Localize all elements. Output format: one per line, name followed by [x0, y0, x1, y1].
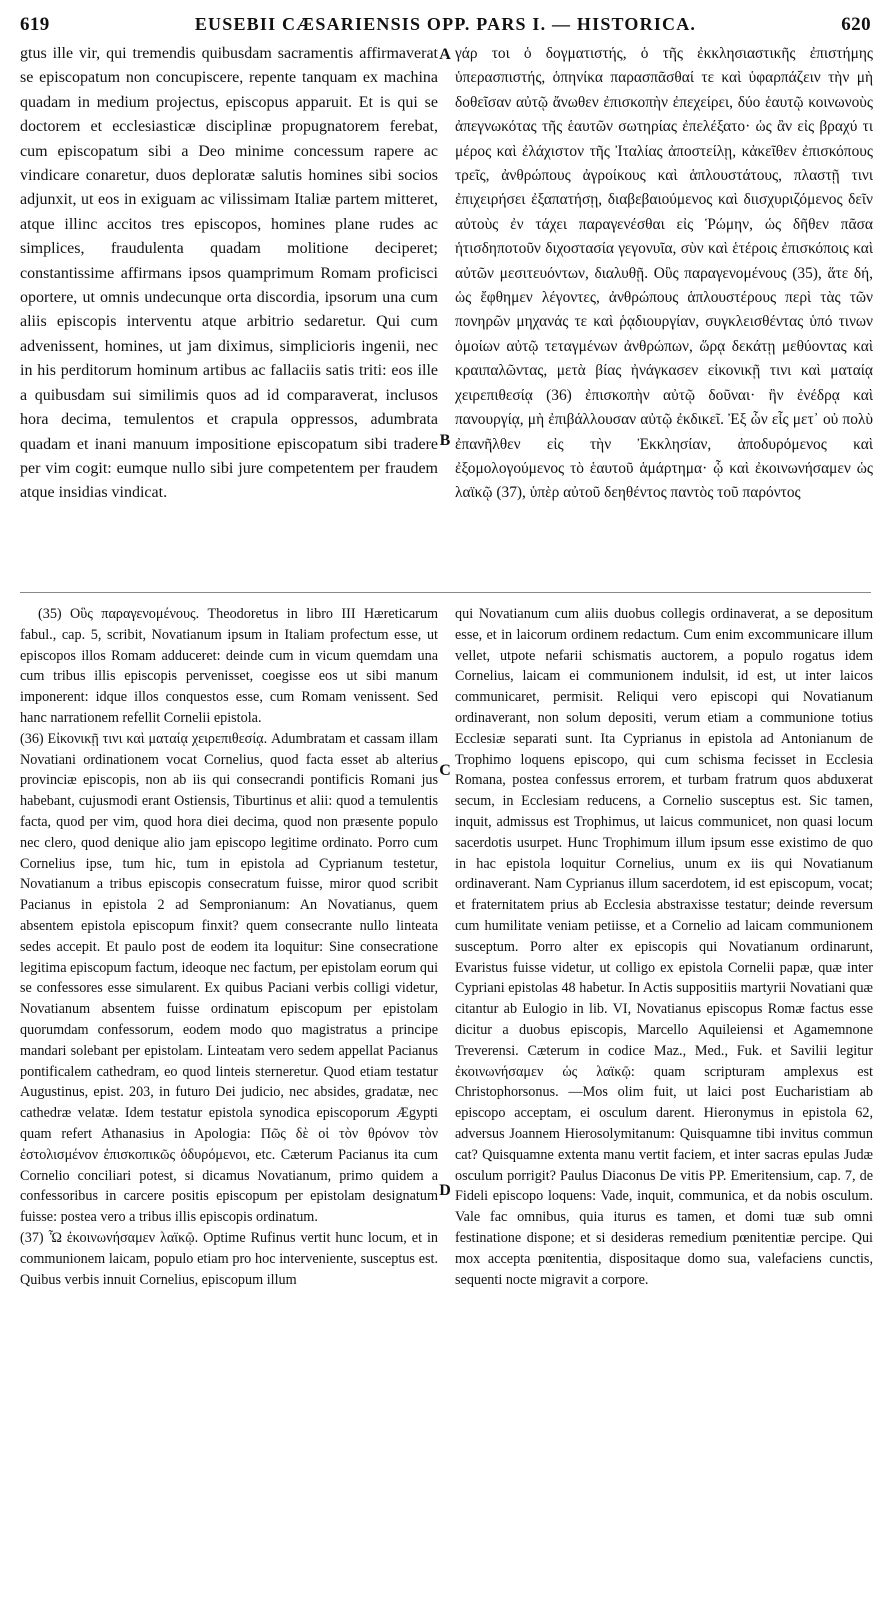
- notes-left-column: [20, 604, 438, 1589]
- note-37-continued: qui Novatianum cum aliis duobus collegis ordinaverat, a se depositum esse, et in laicorum ordinem redactum. Cum enim excommunicare illum vellet, utpote nefarii schismatis auctorem, a populo rogatus idem Cornelius, laicam ei communionem indulsit, id est, ut inter laicos communicaret, permisit. Reliqui vero episcopi qui Novatianum ordinaverant, non solum depositi, verum etiam a communione totius Ecclesiæ separati sunt. Ita Cyprianus in epistola ad Antonianum de Trophimo loquens episcopo, qui cum schisma fecisset in Ecclesia Romana, postea confessus errorem, et turbam fratrum quos abduxerat secum, in Ecclesiam reducens, a Cornelio susceptus est. Sic tamen, inquit, admissus est Trophimus, ut laicus communicet, non quasi locum sacerdotis usurpet. Hunc Trophimum illum ipsum esse existimo de quo in hac epistola loquitur Cornelius, unum ex iis qui Novatianum ordinaverant. Nam Cyprianus illum sacerdotem, id est episcopum, vocat; et fraternitatem prius ab Ecclesia abstraxisse testatur; deinde reversum cum humilitate veniam petiisse, et a Cornelio ad laicam communionem susceptum. Porro alter ex episcopis qui Novatianum ordinarunt, Evaristus fuisse videtur, ut colligo ex epistola Cornelii papæ, quæ inter Cypriani epistolas 48 habetur. In Actis suppositiis martyrii Novatiani quæ citantur ab Eulogio in lib. VI, Novatianus episcopus Romæ factus esse dicitur a duobus episcopis, Marcello Aquileiensi et Agamemnone Treverensi. Cæterum in codice Maz., Med., Fuk. et Savilii legitur ἐκοινωνήσαμεν ὡς λαϊκῷ: quam scripturam amplexus est Christophorsonus. —Mos olim fuit, ut laici post Eucharistiam ab episcopo acceptam, ei osculum darent. Hieronymus in epistola 62, adversus Joannem Hierosolymitanum: Quisquamne tibi invitus commun cat? Quisquamne extenta manu vertit faciem, et inter sacras epulas Judæ osculum porrigit? Paulus Diaconus De vitis PP. Emeritensium, cap. 7, de Fideli episcopo loquens: Vade, inquit, communica, et da nobis osculum. Vale fac omnibus, quia iturus es tamen, et domi tuæ sub omni festinatione dispone; et si desideras remedium pœnitentiæ percipe. Qui mox accepta pœnitentia, dispositaque domo sua, valefaciens cunctis, sequenti nocte migravit a corpore.: [455, 606, 873, 1288]
- latin-text: gtus ille vir, qui tremendis quibusdam sacramentis affirmaverat se episcopatum non concupiscere, repente tanquam ex machina quadam in medium projectus, episcopus apparuit. Et is qui se doctorem et ecclesiasticæ disciplinæ propugnatorem ferebat, cum episcopatum sibi a Deo minime concessum rapere ac vindicare conaretur, duos deploratæ salutis homines sibi socios adjunxit, ut eos in exiguam ac vilissimam Italiæ partem mitteret, atque illinc accitos tres episcopos, homines plane rudes ac simplices, fraudulenta quadam molitione deciperet; constantissime affirmans ipsos quamprimum Romam proficisci oportere, ut omnis undecunque orta discordia, ipsorum una cum aliis episcopis interventu atque arbitrio sedaretur. Qui cum advenissent, homines, ut jam diximus, simplicioris ingenii, nec in his perditorum hominum artibus ac fallaciis satis triti: eos ille a quibusdam sui similimis quos ad id comparaverat, inclusos hora decima, temulentos et crapula oppressos, adumbrata quadam et inani manuum impositione episcopatum sibi tradere per vim cogit: eumque nullo sibi jure competentem per fraudem atque insidias vindicat.: [20, 45, 438, 502]
- running-header: [20, 14, 871, 38]
- note-36: (36) Εἰκονικῇ τινι καὶ ματαίᾳ χειρεπιθεσίᾳ. Adumbratam et cassam illam Novatiani ordinationem vocat Cornelius, quod facta esset ab alterius provinciæ episcopis, non ab iis qui consecrandi pontificis Romani jus habebant, cujusmodi erant Ostiensis, Tiburtinus et alii: quod a temulentis facta, quod per vim, quod hora diei decima, quod non præsente populo nec clero, quod denique alio jam episcopo legitime ordinato. Porro cum Cornelius ipse, tum hic, tum in epistola ad Cyprianum testetur, Novatianum a tribus episcopis consecratum fuisse, miror quod scribit Pacianus in epistola 2 ad Sempronianum: An Novatianus, quem absentem epistola episcopum finxit? quem consecrante nullo linteata sedes accepit. Et paulo post de eodem ita loquitur: Sine consecratione legitima episcopum factum, ideoque nec factum, per epistolam eorum qui se confessores esse simularent. Ex quibus Paciani verbis colligi videtur, Novatianum absentem fuisse ordinatum episcopum per epistolam quorumdam confessorum, eodem modo quo magistratus a principe mandari solebant per epistolam. Linteatam vero sedem appellat Pacianus pontificalem cathedram, eo quod linteis sterneretur. Quod etiam testatur Augustinus, epist. 203, in futuro Dei judicio, nec absides, gradatæ, nec cathedræ velatæ. Idem testatur epistola synodica episcoporum Ægypti quam refert Athanasius in Apologia: Πῶς δὲ οἱ τὸν θρόνον τὸν ἐστολισμένον ἐπισκοπικῶς ὀδυρόμενοι, etc. Cæterum Pacianus ita cum Cornelio conciliari potest, si dicamus Novatianum, primo quidem a confessoribus in carcere positis episcopum per epistolam designatum fuisse: postea vero a tribus illis episcopis ordinatum.: [20, 730, 438, 1226]
- note-37: (37) Ὧ ἐκοινωνήσαμεν λαϊκῷ. Optime Rufinus vertit hunc locum, et in communionem laicam, populo etiam pro hoc interveniente, susceptus est. Quibus verbis innuit Cornelius, episcopum illum: [20, 1229, 438, 1288]
- section-divider: [20, 592, 871, 593]
- greek-column: [455, 42, 873, 587]
- margin-letter-d: D: [439, 1182, 451, 1199]
- note-35: (35) Οὓς παραγενομένους. Theodoretus in libro III Hæreticarum fabul., cap. 5, scribit, Novatianum ipsum in Italiam profectum esse, ut episcopos illos Romam adduceret: deinde cum in vicum quemdam una cum tribus illis episcopis pervenisset, coegisse eos ut sibi manum imponerent: idque illos conquestos esse, cum Romam venissent. Sed hanc narrationem refellit Cornelii epistola.: [20, 606, 438, 726]
- latin-column: [20, 42, 438, 587]
- footnotes: [20, 604, 873, 1589]
- margin-letter-a: A: [439, 46, 451, 63]
- margin-letter-c: C: [439, 762, 451, 779]
- page-number-right: 620: [841, 14, 871, 35]
- page-number-left: 619: [20, 14, 50, 35]
- greek-text: γάρ τοι ὁ δογματιστής, ὁ τῆς ἐκκλησιαστικῆς ἐπιστήμης ὑπερασπιστής, ὁπηνίκα παρασπᾶσθαί τε καὶ ὑφαρπάζειν τὴν μὴ δοθεῖσαν αὐτῷ ἄνωθεν ἐπισκοπὴν ἐπεχείρει, δύο ἑαυτῷ κοινωνοὺς ἀπεγνωκότας τῆς ἑαυτῶν σωτηρίας ἐπελέξατο· ὡς ἂν εἰς βραχύ τι μέρος καὶ ἐλάχιστον τῆς Ἰταλίας ἀποστείλῃ, κἀκεῖθεν ἐπισκόπους τρεῖς, ἀνθρώπους ἀγροίκους καὶ ἁπλουστάτους, πλαστῇ τινι ἐπιχειρήσει ἐξαπατήσῃ, διαβεβαιούμενος καὶ διισχυριζόμενος δεῖν αὐτοὺς ἐν τάχει παραγενέσθαι εἰς Ῥώμην, ὡς δῆθεν πᾶσα ἡτισδηποτοῦν διχοστασία γεγονυῖα, σὺν καὶ ἑτέροις ἐπισκόποις καὶ αὐτῶν μεσιτευόντων, διαλυθῇ. Οὓς παραγενομένους (35), ἅτε δή, ὡς ἔφθημεν λέγοντες, ἀνθρώπους ἁπλουστέρους περὶ τὰς τῶν πονηρῶν μηχανάς τε καὶ ῥᾳδιουργίαν, συγκλεισθέντας ὑπό τινων ὁμοίων αὐτῷ τεταγμένων ἀνθρώπων, ὥρᾳ δεκάτῃ μεθύοντας καὶ κραιπαλῶντας, μετὰ βίας ἠνάγκασεν εἰκονικῇ τινι καὶ ματαίᾳ χειρεπιθεσίᾳ (36) ἐπισκοπὴν αὐτῷ δοῦναι· ἣν ἐνέδρᾳ καὶ πανουργίᾳ, μὴ ἐπιβάλλουσαν αὐτῷ ἐκδικεῖ. Ἐξ ὧν εἷς μετ᾽ οὐ πολὺ ἐπανῆλθεν εἰς τὴν Ἐκκλησίαν, ἀποδυρόμενος καὶ ἐξομολογούμενος τὸ ἑαυτοῦ ἁμάρτημα· ᾧ καὶ ἐκοινωνήσαμεν ὡς λαϊκῷ (37), ὑπὲρ αὐτοῦ δεηθέντος παντὸς τοῦ παρόντος: [455, 45, 873, 502]
- margin-letter-b: B: [439, 432, 451, 449]
- notes-right-column: [455, 604, 873, 1589]
- main-text: [20, 42, 873, 587]
- running-title: EUSEBII CÆSARIENSIS OPP. PARS I. — HISTORICA.: [194, 14, 697, 34]
